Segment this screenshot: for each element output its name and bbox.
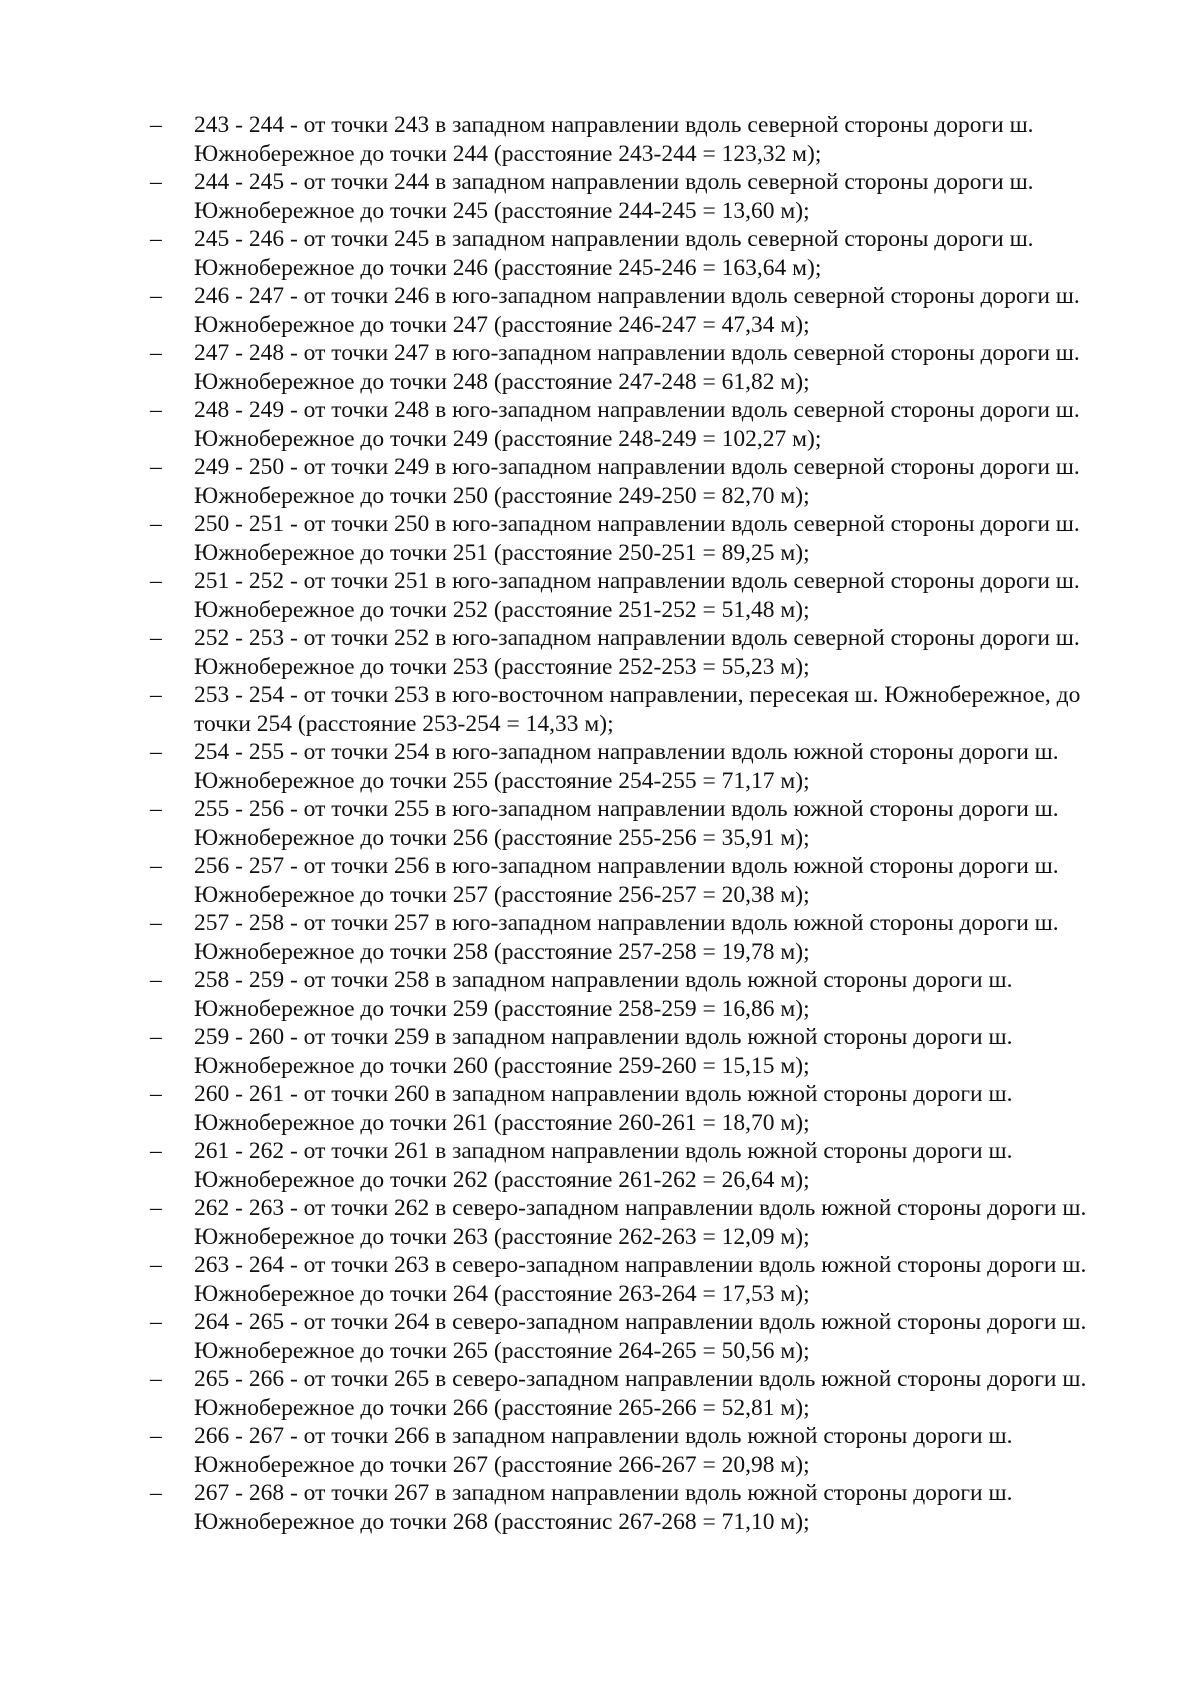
entry-line-1: 247 - 248 - от точки 247 в юго-западном направлении вдоль северной стороны дороги ш. bbox=[194, 340, 1080, 366]
bullet-dash: – bbox=[150, 967, 162, 993]
list-item bbox=[150, 852, 1130, 909]
bullet-dash: – bbox=[150, 1195, 162, 1221]
entry-line-2: Южнобережное до точки 267 (расстояние 266-267 = 20,98 м); bbox=[194, 1451, 810, 1478]
entry-line-1: 245 - 246 - от точки 245 в западном направлении вдоль северной стороны дороги ш. bbox=[194, 226, 1034, 252]
entry-line-1: 264 - 265 - от точки 264 в северо-западном направлении вдоль южной стороны дороги ш. bbox=[194, 1309, 1087, 1335]
entry-line-2: Южнобережное до точки 245 (расстояние 244-245 = 13,60 м); bbox=[194, 197, 810, 224]
bullet-dash: – bbox=[150, 1480, 162, 1506]
entry-line-2: Южнобережное до точки 250 (расстояние 249-250 = 82,70 м); bbox=[194, 482, 810, 509]
entry-line-2: Южнобережное до точки 268 (расстоянис 267-268 = 71,10 м); bbox=[194, 1508, 810, 1535]
bullet-dash: – bbox=[150, 568, 162, 594]
entry-line-2: Южнобережное до точки 262 (расстояние 261-262 = 26,64 м); bbox=[194, 1166, 810, 1193]
entry-line-1: 255 - 256 - от точки 255 в юго-западном направлении вдоль южной стороны дороги ш. bbox=[194, 796, 1059, 822]
entry-line-1: 260 - 261 - от точки 260 в западном направлении вдоль южной стороны дороги ш. bbox=[194, 1081, 1013, 1107]
entry-line-1: 252 - 253 - от точки 252 в юго-западном направлении вдоль северной стороны дороги ш. bbox=[194, 625, 1080, 651]
list-item bbox=[150, 738, 1130, 795]
list-item bbox=[150, 567, 1130, 624]
entry-line-2: Южнобережное до точки 258 (расстояние 257-258 = 19,78 м); bbox=[194, 938, 810, 965]
entry-line-2: Южнобережное до точки 252 (расстояние 251-252 = 51,48 м); bbox=[194, 596, 810, 623]
boundary-description-list bbox=[150, 111, 1130, 1536]
list-item bbox=[150, 1194, 1130, 1251]
bullet-dash: – bbox=[150, 397, 162, 423]
entry-line-1: 244 - 245 - от точки 244 в западном направлении вдоль северной стороны дороги ш. bbox=[194, 169, 1034, 195]
entry-line-1: 258 - 259 - от точки 258 в западном направлении вдоль южной стороны дороги ш. bbox=[194, 967, 1013, 993]
bullet-dash: – bbox=[150, 1366, 162, 1392]
entry-line-2: Южнобережное до точки 257 (расстояние 256-257 = 20,38 м); bbox=[194, 881, 810, 908]
bullet-dash: – bbox=[150, 739, 162, 765]
entry-line-2: Южнобережное до точки 261 (расстояние 260-261 = 18,70 м); bbox=[194, 1109, 810, 1136]
list-item bbox=[150, 396, 1130, 453]
bullet-dash: – bbox=[150, 1138, 162, 1164]
list-item bbox=[150, 282, 1130, 339]
entry-line-2: Южнобережное до точки 265 (расстояние 264-265 = 50,56 м); bbox=[194, 1337, 810, 1364]
entry-line-2: точки 254 (расстояние 253-254 = 14,33 м); bbox=[194, 710, 614, 737]
list-item bbox=[150, 1479, 1130, 1536]
bullet-dash: – bbox=[150, 511, 162, 537]
entry-line-1: 248 - 249 - от точки 248 в юго-западном направлении вдоль северной стороны дороги ш. bbox=[194, 397, 1080, 423]
list-item bbox=[150, 681, 1130, 738]
entry-line-1: 254 - 255 - от точки 254 в юго-западном направлении вдоль южной стороны дороги ш. bbox=[194, 739, 1059, 765]
entry-line-1: 257 - 258 - от точки 257 в юго-западном направлении вдоль южной стороны дороги ш. bbox=[194, 910, 1059, 936]
entry-line-1: 265 - 266 - от точки 265 в северо-западном направлении вдоль южной стороны дороги ш. bbox=[194, 1366, 1087, 1392]
entry-line-2: Южнобережное до точки 246 (расстояние 245-246 = 163,64 м); bbox=[194, 254, 822, 281]
bullet-dash: – bbox=[150, 796, 162, 822]
entry-line-2: Южнобережное до точки 247 (расстояние 246-247 = 47,34 м); bbox=[194, 311, 810, 338]
bullet-dash: – bbox=[150, 1423, 162, 1449]
entry-line-2: Южнобережное до точки 255 (расстояние 254-255 = 71,17 м); bbox=[194, 767, 810, 794]
entry-line-2: Южнобережное до точки 266 (расстояние 265-266 = 52,81 м); bbox=[194, 1394, 810, 1421]
bullet-dash: – bbox=[150, 1309, 162, 1335]
entry-line-2: Южнобережное до точки 263 (расстояние 262-263 = 12,09 м); bbox=[194, 1223, 810, 1250]
entry-line-1: 243 - 244 - от точки 243 в западном направлении вдоль северной стороны дороги ш. bbox=[194, 112, 1034, 138]
list-item bbox=[150, 1023, 1130, 1080]
bullet-dash: – bbox=[150, 1024, 162, 1050]
bullet-dash: – bbox=[150, 682, 162, 708]
list-item bbox=[150, 1080, 1130, 1137]
bullet-dash: – bbox=[150, 853, 162, 879]
bullet-dash: – bbox=[150, 112, 162, 138]
entry-line-1: 253 - 254 - от точки 253 в юго-восточном направлении, пересекая ш. Южнобережное, до bbox=[194, 682, 1081, 708]
entry-line-1: 256 - 257 - от точки 256 в юго-западном направлении вдоль южной стороны дороги ш. bbox=[194, 853, 1059, 879]
entry-line-1: 259 - 260 - от точки 259 в западном направлении вдоль южной стороны дороги ш. bbox=[194, 1024, 1013, 1050]
list-item bbox=[150, 1365, 1130, 1422]
bullet-dash: – bbox=[150, 625, 162, 651]
bullet-dash: – bbox=[150, 1081, 162, 1107]
list-item bbox=[150, 1308, 1130, 1365]
list-item bbox=[150, 966, 1130, 1023]
entry-line-1: 266 - 267 - от точки 266 в западном направлении вдоль южной стороны дороги ш. bbox=[194, 1423, 1013, 1449]
entry-line-1: 250 - 251 - от точки 250 в юго-западном направлении вдоль северной стороны дороги ш. bbox=[194, 511, 1080, 537]
entry-line-2: Южнобережное до точки 244 (расстояние 243-244 = 123,32 м); bbox=[194, 140, 822, 167]
bullet-dash: – bbox=[150, 340, 162, 366]
list-item bbox=[150, 168, 1130, 225]
entry-line-1: 262 - 263 - от точки 262 в северо-западном направлении вдоль южной стороны дороги ш. bbox=[194, 1195, 1087, 1221]
list-item bbox=[150, 795, 1130, 852]
bullet-dash: – bbox=[150, 226, 162, 252]
list-item bbox=[150, 510, 1130, 567]
entry-line-1: 246 - 247 - от точки 246 в юго-западном направлении вдоль северной стороны дороги ш. bbox=[194, 283, 1080, 309]
bullet-dash: – bbox=[150, 169, 162, 195]
bullet-dash: – bbox=[150, 910, 162, 936]
bullet-dash: – bbox=[150, 283, 162, 309]
list-item bbox=[150, 225, 1130, 282]
list-item bbox=[150, 1251, 1130, 1308]
bullet-dash: – bbox=[150, 454, 162, 480]
entry-line-2: Южнобережное до точки 256 (расстояние 255-256 = 35,91 м); bbox=[194, 824, 810, 851]
entry-line-1: 263 - 264 - от точки 263 в северо-западном направлении вдоль южной стороны дороги ш. bbox=[194, 1252, 1087, 1278]
entry-line-2: Южнобережное до точки 264 (расстояние 263-264 = 17,53 м); bbox=[194, 1280, 810, 1307]
entry-line-2: Южнобережное до точки 259 (расстояние 258-259 = 16,86 м); bbox=[194, 995, 810, 1022]
entry-line-1: 267 - 268 - от точки 267 в западном направлении вдоль южной стороны дороги ш. bbox=[194, 1480, 1013, 1506]
entry-line-1: 251 - 252 - от точки 251 в юго-западном направлении вдоль северной стороны дороги ш. bbox=[194, 568, 1080, 594]
list-item bbox=[150, 909, 1130, 966]
entry-line-1: 249 - 250 - от точки 249 в юго-западном направлении вдоль северной стороны дороги ш. bbox=[194, 454, 1080, 480]
list-item bbox=[150, 111, 1130, 168]
list-item bbox=[150, 339, 1130, 396]
list-item bbox=[150, 1422, 1130, 1479]
list-item bbox=[150, 1137, 1130, 1194]
entry-line-2: Южнобережное до точки 249 (расстояние 248-249 = 102,27 м); bbox=[194, 425, 822, 452]
bullet-dash: – bbox=[150, 1252, 162, 1278]
list-item bbox=[150, 624, 1130, 681]
entry-line-2: Южнобережное до точки 253 (расстояние 252-253 = 55,23 м); bbox=[194, 653, 810, 680]
entry-line-2: Южнобережное до точки 248 (расстояние 247-248 = 61,82 м); bbox=[194, 368, 810, 395]
entry-line-2: Южнобережное до точки 251 (расстояние 250-251 = 89,25 м); bbox=[194, 539, 810, 566]
entry-line-2: Южнобережное до точки 260 (расстояние 259-260 = 15,15 м); bbox=[194, 1052, 810, 1079]
list-item bbox=[150, 453, 1130, 510]
entry-line-1: 261 - 262 - от точки 261 в западном направлении вдоль южной стороны дороги ш. bbox=[194, 1138, 1013, 1164]
